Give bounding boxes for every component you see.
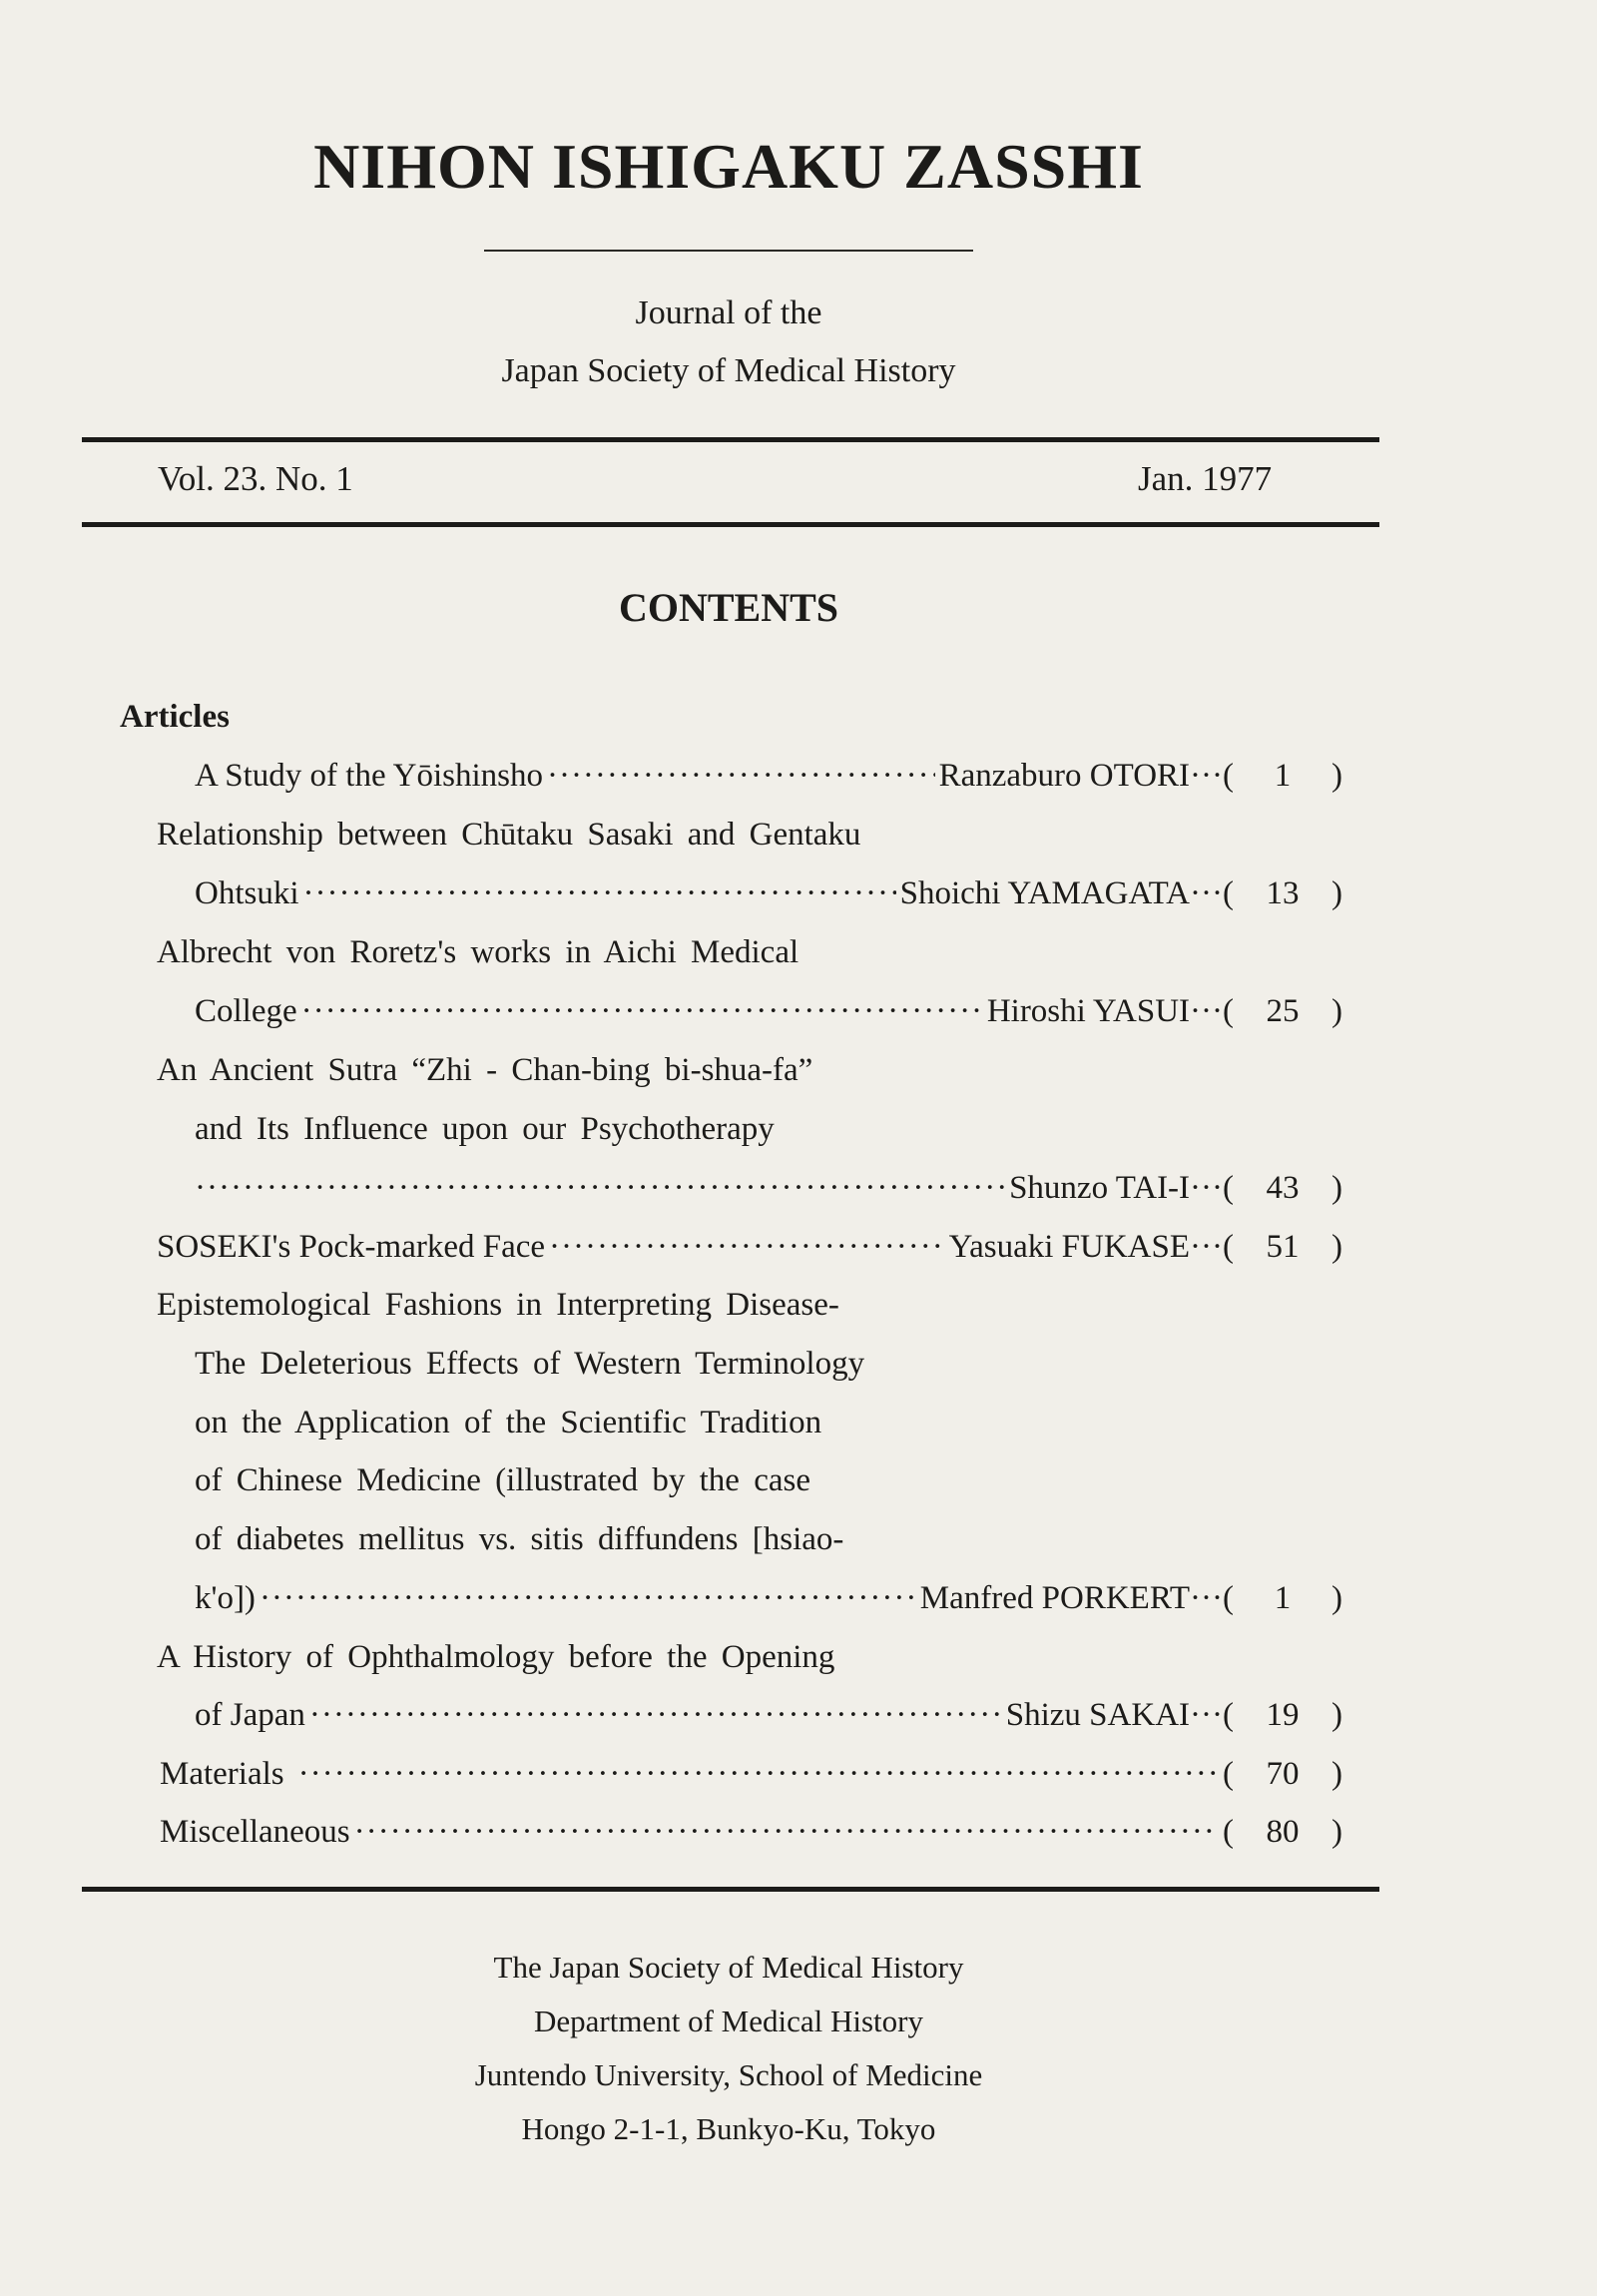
entry-page: ( 1 ) <box>1223 752 1342 800</box>
entry-title: Epistemological Fashions in Interpreting Disease- <box>157 1287 839 1323</box>
entry-author: Shizu SAKAI··· <box>1005 1697 1223 1733</box>
publisher-address: Hongo 2-1-1, Bunkyo-Ku, Tokyo <box>521 2111 936 2146</box>
entry-title: An Ancient Sutra “Zhi - Chan-bing bi-shua-fa” <box>157 1052 813 1088</box>
entry-title-cont: k'o]) <box>195 1580 256 1616</box>
toc-entry <box>195 987 1223 1035</box>
entry-author: Ranzaburo OTORI··· <box>938 758 1223 794</box>
entry-author: Hiroshi YASUI··· <box>986 993 1223 1029</box>
bottom-rule <box>82 1887 1379 1892</box>
entry-page: ( 80 ) <box>1223 1808 1342 1856</box>
volume-number: Vol. 23. No. 1 <box>158 459 353 498</box>
top-rule <box>82 437 1379 442</box>
entry-title-cont: of diabetes mellitus vs. sitis diffundens [hsiao- <box>195 1521 844 1557</box>
journal-title: NIHON ISHIGAKU ZASSHI <box>313 131 1144 202</box>
entry-title: A History of Ophthalmology before the Opening <box>157 1639 835 1675</box>
publisher-name: The Japan Society of Medical History <box>493 1950 964 1985</box>
dot-leader <box>309 1691 1002 1739</box>
toc-entry <box>195 1574 1223 1622</box>
entry-author: Shoichi YAMAGATA··· <box>899 875 1223 911</box>
entry-title-cont: of Chinese Medicine (illustrated by the case <box>195 1462 810 1498</box>
page-number: 43 <box>1266 1170 1300 1206</box>
journal-subtitle-line2: Japan Society of Medical History <box>501 352 956 389</box>
entry-page: ( 51 ) <box>1223 1223 1342 1271</box>
page-number: 1 <box>1274 758 1292 794</box>
journal-subtitle-line1: Journal of the <box>635 294 822 331</box>
entry-page: ( 1 ) <box>1223 1574 1342 1622</box>
entry-author: Yasuaki FUKASE··· <box>948 1229 1223 1265</box>
toc-entry <box>195 1164 1223 1212</box>
entry-author: Shunzo TAI-I··· <box>1009 1170 1223 1206</box>
entry-title: A Study of the Yōishinsho <box>195 758 543 794</box>
entry-page: ( 70 ) <box>1223 1750 1342 1798</box>
contents-heading: CONTENTS <box>618 585 839 630</box>
entry-page: ( 43 ) <box>1223 1164 1342 1212</box>
entry-page: ( 13 ) <box>1223 869 1342 917</box>
page-number: 13 <box>1266 875 1300 911</box>
toc-entry <box>195 1691 1223 1739</box>
toc-entry <box>160 1808 1223 1856</box>
page-number: 19 <box>1266 1697 1300 1733</box>
entry-title-cont: and Its Influence upon our Psychotherapy <box>195 1111 775 1147</box>
dot-leader <box>547 752 935 800</box>
page-number: 1 <box>1274 1580 1292 1616</box>
dot-leader <box>303 869 896 917</box>
page-number: 25 <box>1266 993 1300 1029</box>
dot-leader <box>298 1750 1219 1798</box>
issue-rule <box>82 522 1379 527</box>
page-number: 51 <box>1266 1229 1300 1265</box>
page-number: 70 <box>1266 1756 1300 1792</box>
entry-title: Materials <box>160 1756 284 1792</box>
entry-title-cont: Ohtsuki <box>195 875 299 911</box>
toc-entry <box>157 1223 1223 1271</box>
entry-author: Manfred PORKERT··· <box>919 1580 1223 1616</box>
entry-title-cont: College <box>195 993 297 1029</box>
entry-title: Albrecht von Roretz's works in Aichi Medical <box>157 934 799 970</box>
toc-entry <box>160 1750 1223 1798</box>
entry-title-cont: on the Application of the Scientific Tradition <box>195 1405 822 1440</box>
dot-leader <box>301 987 983 1035</box>
entry-title-cont: of Japan <box>195 1697 305 1733</box>
toc-entry <box>195 752 1223 800</box>
entry-page: ( 25 ) <box>1223 987 1342 1035</box>
publisher-department: Department of Medical History <box>534 2004 923 2038</box>
issue-date: Jan. 1977 <box>1138 459 1273 498</box>
entry-title: SOSEKI's Pock-marked Face <box>157 1229 546 1265</box>
dot-leader <box>260 1574 916 1622</box>
publisher-institution: Juntendo University, School of Medicine <box>474 2057 983 2092</box>
dot-leader <box>354 1808 1219 1856</box>
entry-page: ( 19 ) <box>1223 1691 1342 1739</box>
dot-leader <box>549 1223 945 1271</box>
dot-leader <box>195 1164 1005 1212</box>
entry-title-cont: The Deleterious Effects of Western Terminology <box>195 1346 865 1382</box>
title-divider <box>484 250 973 252</box>
section-label-articles: Articles <box>120 699 230 735</box>
page-number: 80 <box>1266 1814 1300 1850</box>
entry-title: Relationship between Chūtaku Sasaki and Gentaku <box>157 817 861 853</box>
entry-title: Miscellaneous <box>160 1814 350 1850</box>
toc-entry <box>195 869 1223 917</box>
